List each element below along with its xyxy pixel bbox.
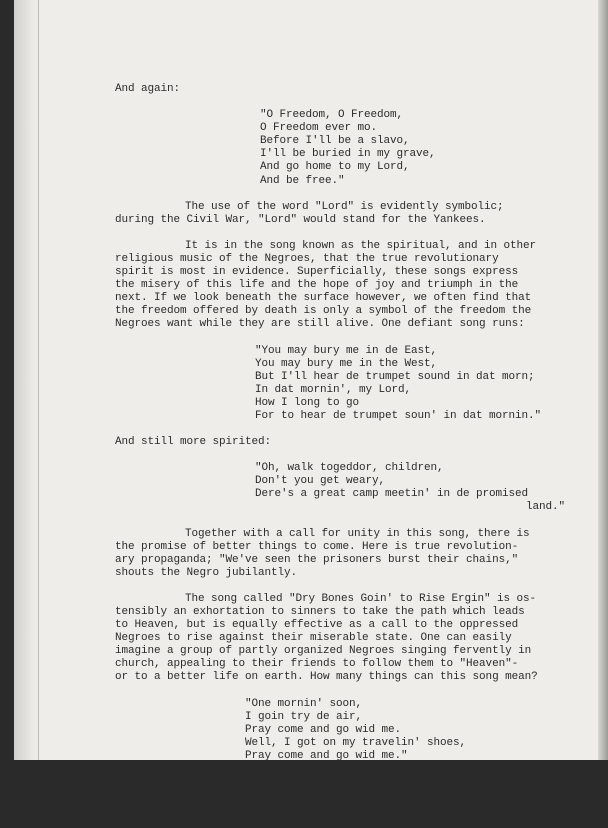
text-line: ary propaganda; "We've seen the prisoners burst their chains," — [115, 553, 519, 566]
text-line: The Negro cries aloud for his freedom, for the right — [185, 776, 524, 789]
section-divider: ********** — [283, 815, 349, 828]
text-line: the misery of this life and the hope of joy and triumph in the — [115, 279, 519, 292]
paragraph — [115, 593, 567, 685]
poem-one-morning — [115, 698, 567, 763]
text-line: tensibly an exhortation to sinners to take the path which leads — [115, 606, 525, 618]
text-line: spirit is most in evidence. Superficially, these songs express — [115, 266, 519, 279]
text-line: The use of the word "Lord" is evidently symbolic; — [185, 200, 504, 213]
poem-line: Well, I got on my travelin' shoes, — [245, 736, 467, 749]
text-line: imagine a group of partly organized Negroes singing fervently in — [115, 645, 532, 658]
poem-line: You may bury me in the West, — [255, 357, 438, 370]
poem-line: Pray come and go wid me. — [245, 723, 402, 736]
text-line: And still more spirited: — [115, 436, 272, 449]
text-line: shouts the Negro jubilantly. — [115, 566, 298, 579]
text-line: to Heaven, but is equally effective as a call to the oppressed — [115, 619, 519, 632]
paragraph — [115, 776, 567, 802]
poem-line: "One mornin' soon, — [245, 697, 363, 710]
poem-line: O Freedom ever mo. — [260, 122, 378, 135]
text-line: the freedom offered by death is only a symbol of the freedom the — [115, 305, 532, 318]
text-line: to exist. Through his songs he calls upon his people to live. — [115, 789, 512, 802]
text-line: The song called "Dry Bones Goin' to Rise Ergin" is os- — [185, 592, 537, 605]
poem-line: And go home to my Lord, — [260, 161, 410, 174]
poem-line: "Oh, walk togeddor, children, — [255, 462, 444, 475]
text-line: Together with a call for unity in this song, there is — [185, 527, 530, 540]
poem-line: Before I'll be a slavo, — [260, 135, 410, 148]
text-line: Negroes to rise against their miserable state. One can easily — [115, 632, 512, 645]
poem-line: And be free." — [260, 174, 345, 187]
poem-freedom — [115, 109, 567, 188]
paragraph — [115, 201, 567, 227]
text-line: Negroes want while they are still alive. One defiant song runs: — [115, 318, 525, 331]
text-line: religious music of the Negroes, that the true revolutionary — [115, 252, 499, 265]
poem-line: Don't you get weary, — [255, 475, 386, 488]
text-line: church, appealing to their friends to follow them to "Heaven"- — [115, 658, 519, 671]
text-line: It is in the song known as the spiritual, and in other — [185, 239, 537, 252]
page-right-edge — [598, 0, 608, 760]
poem-line: I'll be buried in my grave, — [260, 148, 436, 161]
poem-line: Dere's a great camp meetin' in de promised — [255, 488, 529, 501]
text-line: during the Civil War, "Lord" would stand for the Yankees. — [115, 213, 486, 226]
text-line: the promise of better things to come. Here is true revolution- — [115, 540, 519, 553]
poem-line: "O Freedom, O Freedom, — [260, 109, 404, 122]
poem-line: In dat mornin', my Lord, — [255, 383, 412, 396]
page-binding-edge — [14, 0, 39, 760]
paragraph — [115, 528, 567, 580]
poem-line: "You may bury me in de East, — [255, 344, 438, 357]
poem-line: For to hear de trumpet soun' in dat mornin." — [255, 409, 542, 422]
text-line: And again: — [115, 83, 181, 95]
poem-line: land." — [525, 501, 565, 514]
poem-line: But I'll hear de trumpet sound in dat morn; — [255, 370, 535, 383]
poem-line: How I long to go — [255, 396, 360, 409]
text-line: next. If we look beneath the surface however, we often find that — [115, 292, 532, 305]
poem-bury-me — [115, 345, 567, 424]
poem-line: Pray come and go wid me." — [245, 749, 408, 762]
typed-text — [115, 83, 567, 828]
poem-line: I goin try de air, — [245, 710, 363, 723]
text-line: or to a better life on earth. How many things can this song mean? — [115, 671, 538, 684]
poem-walk-together — [115, 462, 567, 514]
paragraph — [115, 240, 567, 332]
